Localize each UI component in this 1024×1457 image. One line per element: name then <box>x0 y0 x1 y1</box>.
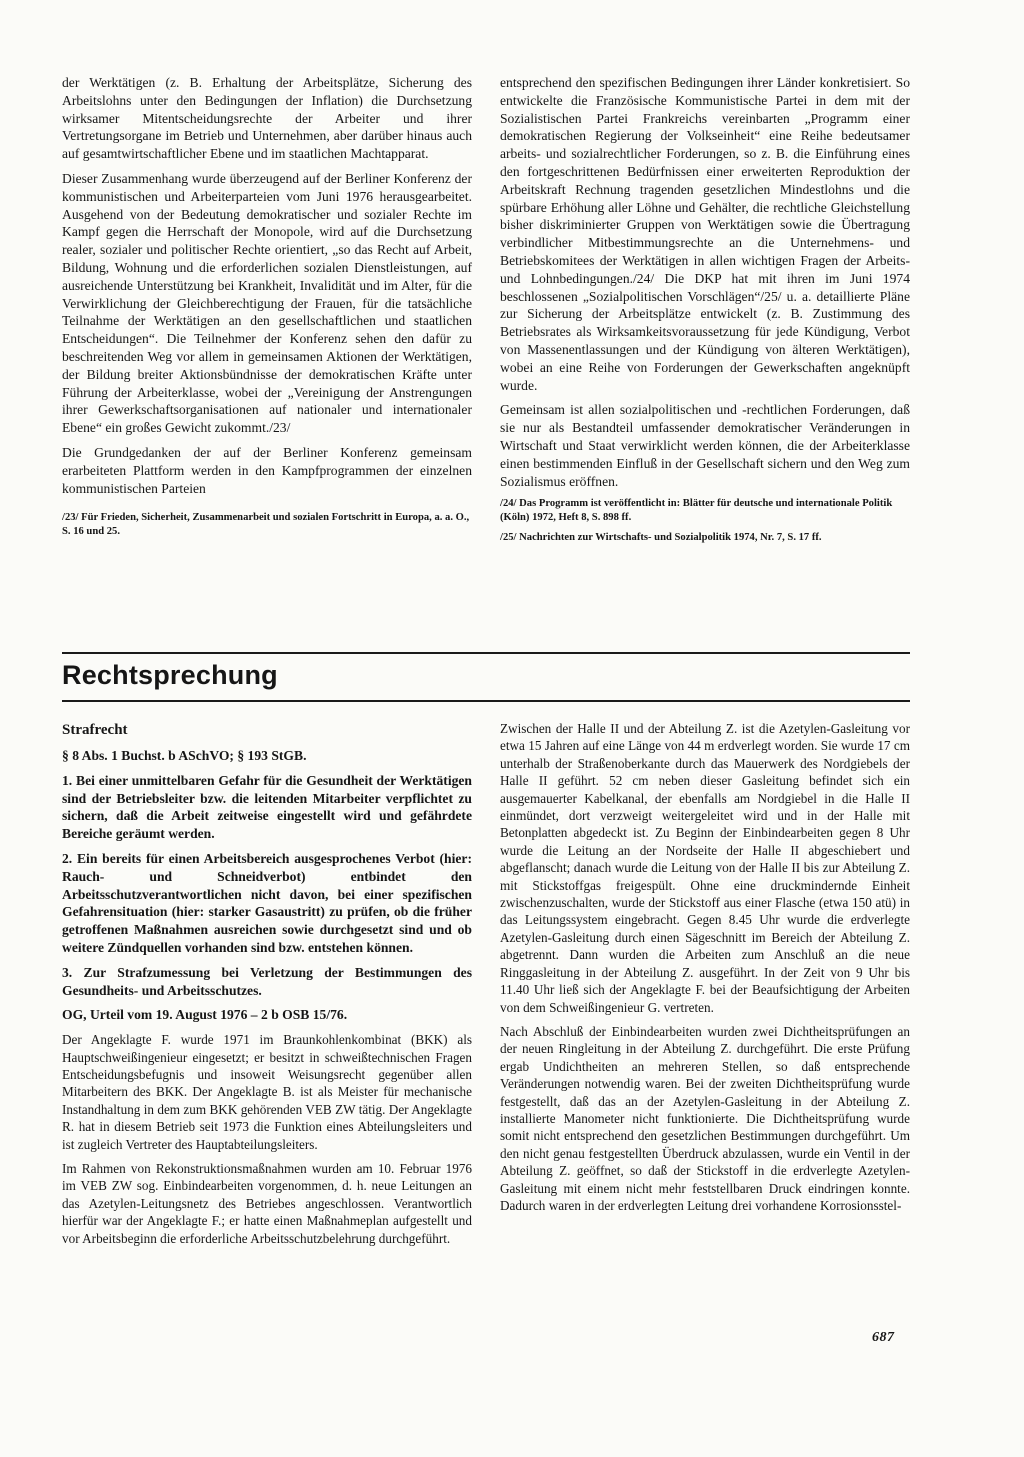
decision-column-right <box>500 720 910 1221</box>
case-reference: OG, Urteil vom 19. August 1976 – 2 b OSB 15/76. <box>62 1007 348 1023</box>
footnote-24: /24/ Das Programm ist veröffentlicht in: Blätter für deutsche und internationale Politik (Köln) 1972, Heft 8, S. 898 ff. <box>500 498 893 523</box>
section-rule-bottom <box>62 700 910 702</box>
leitsatz: 2. Ein bereits für einen Arbeitsbereich ausgesprochenes Verbot (hier: Rauch- und Schneidverbot) entbindet den Arbeitsschutzverantwortlichen nicht davon, bei einer spezifischen Gefahrensituation (hier: starker Gasaustritt) zu prüfen, ob die früher getroffenen Maßnahmen ausreichen sowie durchgesetzt sind und ob weitere Zündquellen vorhanden sind bzw. entstehen können. <box>62 850 472 955</box>
subheading: Strafrecht <box>62 722 128 738</box>
section-rule-top <box>62 652 910 654</box>
paragraph: Zwischen der Halle II und der Abteilung Z. ist die Azetylen-Gasleitung vor etwa 15 Jahren auf eine Länge von 44 m erdverlegt worden. Sie wurde 17 cm unterhalb der Straßenoberkante durch das Mauerwerk des Nordgiebels der Halle II geführt. 52 cm neben dieser Gasleitung befindet sich ein ausgemauerter Kabelkanal, der ebenfalls am Nordgiebel in die Halle II einmündet, dort verzweigt weitergeleitet wird und in der Halle mit Betonplatten abgedeckt ist. Zu Beginn der Einbindearbeiten gegen 8 Uhr wurde die Leitung an der Nordseite der Halle II abgeschiebert und abgeflanscht; danach wurde die Leitung von der Halle II bis zur Abteilung Z. mit Stickstoffgas freigespült. Ohne eine druckmindernde Einheit zwischenzuschalten, wurde der Stickstoff aus einer Flasche (etwa 150 atü) in das Leitungssystem eingebracht. Gegen 8.45 Uhr wurde die erdverlegte Azetylen-Gasleitung durch einen Sägeschnitt im Bereich der Abteilung Z. abgetrennt. Dann wurden die Arbeiten zum Anschluß an die neue Ringgasleitung in der Abteilung Z. ausgeführt. In der Zeit von 9 Uhr bis 11.40 Uhr ließ sich der Angeklagte F. bei der Beaufsichtigung der Arbeiten von dem Schweißingenieur G. vertreten. <box>500 721 910 1015</box>
paragraph: Dieser Zusammenhang wurde überzeugend auf der Berliner Konferenz der kommunistischen und Arbeiterparteien vom Juni 1976 herausgearbeitet. Ausgehend von der Bedeutung demokratischer und sozialer Rechte im Kampf gegen die Herrschaft der Monopole, wird auf die Durchsetzung realer, sozialer und politischer Rechte orientiert, „so das Recht auf Arbeit, Bildung, Wohnung und die erforderlichen sozialen Dienstleistungen, auf ausreichende Unterstützung bei Krankheit, Invalidität und im Alter, für die Verwirklichung der Gleichberechtigung der Frauen, für die tatsächliche Teilnahme der Werktätigen an den gesellschaftlichen und staatlichen Entscheidungen“. Die Teilnehmer der Konferenz sehen den dafür zu beschreitenden Weg vor allem in gemeinsamen Aktionen der Werktätigen, der Bildung breiter Aktionsbündnisse der demokratischen Kräfte unter Führung der Arbeiterklasse, wobei der „Vereinigung der Anstrengungen ihrer Gewerkschaftsorganisationen auf nationaler und internationaler Ebene“ ein großes Gewicht zukommt./23/ <box>62 170 472 436</box>
leitsatz: 1. Bei einer unmittelbaren Gefahr für die Gesundheit der Werktätigen sind der Betriebsleiter bzw. die leitenden Mitarbeiter verpflichtet zu sichern, daß die Arbeit zeitweise eingestellt wird und gefährdete Bereiche geräumt werden. <box>62 772 472 842</box>
decision-column-left <box>62 720 472 1254</box>
article-column-right <box>500 74 910 552</box>
legal-norms: § 8 Abs. 1 Buchst. b ASchVO; § 193 StGB. <box>62 748 307 763</box>
footnote-25: /25/ Nachrichten zur Wirtschafts- und Sozialpolitik 1974, Nr. 7, S. 17 ff. <box>500 532 822 544</box>
leitsatz: 3. Zur Strafzumessung bei Verletzung der Bestimmungen des Gesundheits- und Arbeitsschutzes. <box>62 964 472 998</box>
footnote-23: /23/ Für Frieden, Sicherheit, Zusammenarbeit und sozialen Fortschritt in Europa, a. a. O., S. 16 und 25. <box>62 512 470 537</box>
paragraph: Nach Abschluß der Einbindearbeiten wurden zwei Dichtheitsprüfungen an der neuen Ringleitung in der Abteilung Z. durchgeführt. Die erste Prüfung ergab Undichtheiten an mehreren Stellen, so daß entsprechende Veränderungen notwendig waren. Bei der zweiten Dichtheitsprüfung wurde festgestellt, daß das an der Azetylen-Gasleitung in der Abteilung Z. installierte Manometer nicht funktionierte. Die Dichtheitsprüfung wurde somit nicht entsprechend den gesetzlichen Bestimmungen durchgeführt. Um den nicht genau festgestellten Überdruck abzulassen, wurde ein Ventil in der Abteilung Z. geöffnet, so daß der Stickstoff in die erdverlegte Azetylen-Gasleitung mit einem nicht mehr feststellbaren Druck eindringen konnte. Dadurch waren in der erdverlegten Leitung drei vorhandene Korrosionsstel- <box>500 1023 910 1213</box>
paragraph: Im Rahmen von Rekonstruktionsmaßnahmen wurden am 10. Februar 1976 im VEB ZW sog. Einbindearbeiten vorgenommen, d. h. neue Leitungen an das Azetylen-Leitungsnetz des Betriebes angeschlossen. Verantwortlich hierfür war der Angeklagte F.; er hatte einen Maßnahmeplan aufgestellt und vor Arbeitsbeginn die erforderliche Arbeitsschutzbelehrung durchgeführt. <box>62 1161 472 1246</box>
paragraph: Die Grundgedanken der auf der Berliner Konferenz gemeinsam erarbeiteten Plattform werden in den Kampfprogrammen der einzelnen kommunistischen Parteien <box>62 444 472 496</box>
paragraph: entsprechend den spezifischen Bedingungen ihrer Länder konkretisiert. So entwickelte die Französische Kommunistische Partei in dem mit der Sozialistischen Partei Frankreichs vereinbarten „Programm einer demokratischen Regierung der Volkseinheit“ eine Reihe bedeutsamer arbeits- und sozialrechtlicher Forderungen, so z. B. die Einführung eines den fortgeschrittenen Bedürfnissen einer erweiterten Reproduktion der Arbeitskraft Rechnung tragenden gesetzlichen Mindestlohns und die spürbare Erhöhung aller Löhne und Gehälter, die rechtliche Gleichstellung bisher diskriminierter Gruppen von Werktätigen sowie die Übertragung verbindlicher Mitbestimmungsrechte an die Unternehmens- und Betriebskomitees der Werktätigen in allen wichtigen Fragen der Arbeits- und Lohnbedingungen./24/ Die DKP hat mit ihren im Juni 1974 beschlossenen „Sozialpolitischen Vorschlägen“/25/ u. a. detaillierte Pläne zur Sicherung der Arbeitsplätze entwickelt (z. B. Zustimmung des Betriebsrates als Wirksamkeitsvoraussetzung für jede Kündigung, Verbot von Massenentlassungen und der Kündigung von älteren Werktätigen), wobei an eine Reihe von Forderungen der Gewerkschaften angeknüpft wurde. <box>500 75 910 393</box>
paragraph: der Werktätigen (z. B. Erhaltung der Arbeitsplätze, Sicherung des Arbeitslohns unter den Bedingungen der Inflation) die Durchsetzung wirksamer Mitentscheidungsrechte der Arbeiter und ihrer Vertretungsorgane im Betrieb und Unternehmen, aber darüber hinaus auch auf gesamtwirtschaftlicher Ebene und im staatlichen Machtapparat. <box>62 75 472 162</box>
paragraph: Der Angeklagte F. wurde 1971 im Braunkohlenkombinat (BKK) als Hauptschweißingenieur eingesetzt; er besitzt in schweißtechnischen Fragen Entscheidungsbefugnis und insoweit Weisungsrecht gegenüber allen Mitarbeitern des BKK. Der Angeklagte B. ist als Meister für mechanische Instandhaltung in dem zum BKK gehörenden VEB ZW tätig. Der Angeklagte R. hat in diesem Betrieb seit 1973 die Funktion eines Abteilungsleiters und ist zugleich Vertreter des Hauptabteilungsleiters. <box>62 1032 472 1152</box>
article-column-left <box>62 74 472 545</box>
section-heading: Rechtsprechung <box>62 660 278 690</box>
page-number: 687 <box>872 1330 895 1345</box>
paragraph: Gemeinsam ist allen sozialpolitischen und -rechtlichen Forderungen, daß sie nur als Bestandteil umfassender demokratischer Veränderungen in Wirtschaft und Staat verwirklicht werden können, die der Arbeiterklasse einen bestimmenden Einfluß in der Gesellschaft sichern und den Weg zum Sozialismus eröffnen. <box>500 402 910 489</box>
